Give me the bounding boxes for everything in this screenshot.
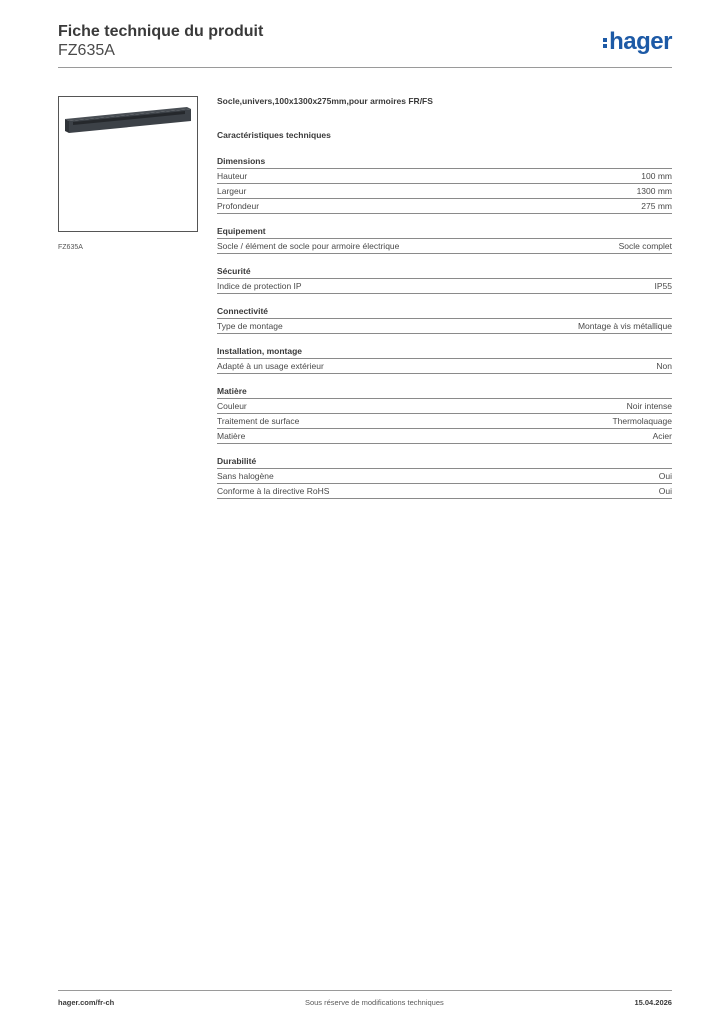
logo-dots-icon: [603, 36, 608, 50]
spec-row: [217, 359, 672, 374]
product-reference: FZ635A: [58, 42, 115, 59]
spec-row: [217, 279, 672, 294]
section-title: Equipement: [217, 226, 672, 239]
spec-label: Conforme à la directive RoHS: [217, 486, 330, 496]
characteristics-heading: Caractéristiques techniques: [217, 130, 331, 140]
spec-label: Indice de protection IP: [217, 281, 302, 291]
spec-value: Oui: [658, 471, 672, 481]
header-divider: [58, 67, 672, 68]
spec-label: Type de montage: [217, 321, 283, 331]
page-header: [58, 22, 263, 60]
footer-notice: Sous réserve de modifications techniques: [304, 998, 444, 1007]
logo-text: hager: [609, 28, 672, 55]
section-title: Connectivité: [217, 306, 672, 319]
hager-logo: [603, 28, 672, 56]
spec-row: [217, 469, 672, 484]
footer-date: 15.04.2026: [634, 998, 672, 1007]
spec-value: 1300 mm: [636, 186, 672, 196]
section-title: Installation, montage: [217, 346, 672, 359]
spec-value: Socle complet: [618, 241, 672, 251]
spec-row: [217, 429, 672, 444]
product-image: [58, 96, 198, 232]
spec-label: Largeur: [217, 186, 247, 196]
section-title: Durabilité: [217, 456, 672, 469]
spec-row: [217, 484, 672, 499]
section-title: Sécurité: [217, 266, 672, 279]
section-title: Matière: [217, 386, 672, 399]
spec-row: [217, 239, 672, 254]
plinth-icon: [59, 97, 197, 231]
footer-website[interactable]: hager.com/fr-ch: [58, 998, 115, 1007]
spec-value: Non: [656, 361, 672, 371]
spec-row: [217, 319, 672, 334]
spec-section: [217, 456, 672, 499]
spec-value: Montage à vis métallique: [577, 321, 672, 331]
spec-row: [217, 169, 672, 184]
section-title: Dimensions: [217, 156, 672, 169]
spec-section: [217, 346, 672, 374]
spec-value: Acier: [652, 431, 672, 441]
page-footer: [58, 998, 672, 1007]
spec-row: [217, 414, 672, 429]
spec-label: Couleur: [217, 401, 247, 411]
spec-value: Thermolaquage: [612, 416, 672, 426]
footer-divider: [58, 990, 672, 991]
spec-section: [217, 156, 672, 214]
spec-label: Socle / élément de socle pour armoire électrique: [217, 241, 400, 251]
spec-row: [217, 184, 672, 199]
spec-value: IP55: [654, 281, 672, 291]
spec-content: [217, 96, 672, 499]
spec-label: Traitement de surface: [217, 416, 300, 426]
spec-sections: [217, 156, 672, 499]
spec-section: [217, 226, 672, 254]
spec-section: [217, 266, 672, 294]
spec-value: 100 mm: [641, 171, 672, 181]
product-description: Socle,univers,100x1300x275mm,pour armoires FR/FS: [217, 96, 433, 106]
spec-label: Profondeur: [217, 201, 260, 211]
spec-label: Hauteur: [217, 171, 248, 181]
spec-row: [217, 199, 672, 214]
spec-row: [217, 399, 672, 414]
spec-section: [217, 306, 672, 334]
spec-label: Matière: [217, 431, 246, 441]
spec-value: Noir intense: [626, 401, 672, 411]
spec-section: [217, 386, 672, 444]
spec-value: 275 mm: [641, 201, 672, 211]
image-caption: FZ635A: [58, 244, 83, 251]
spec-label: Sans halogène: [217, 471, 274, 481]
spec-value: Oui: [658, 486, 672, 496]
page-title: Fiche technique du produit: [58, 23, 264, 40]
spec-label: Adapté à un usage extérieur: [217, 361, 324, 371]
